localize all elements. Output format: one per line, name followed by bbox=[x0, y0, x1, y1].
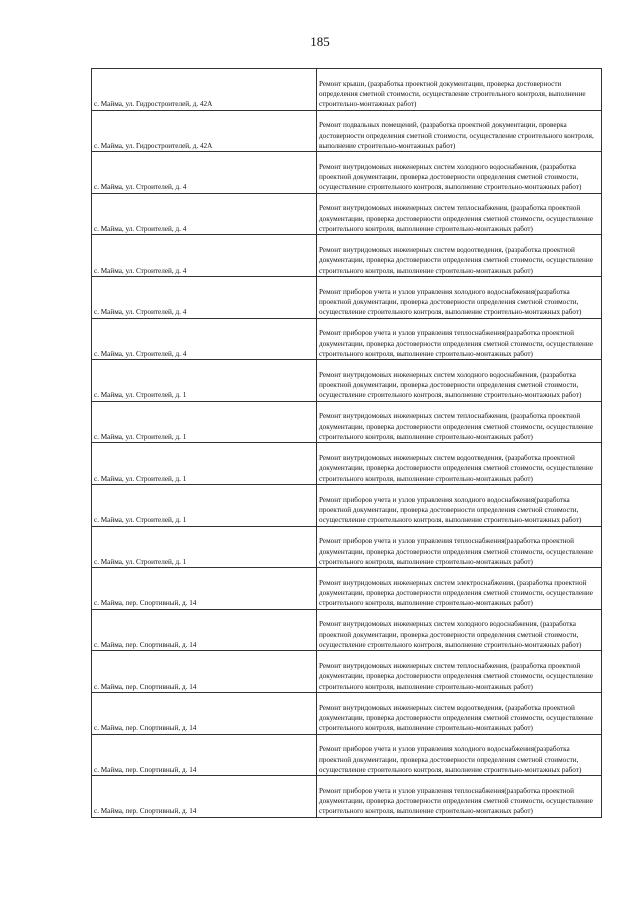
work-description-cell: Ремонт приборов учета и узлов управления теплоснабжения(разработка проектной документации, проверка достоверности определения сметной стоимости, осуществление строительного контроля, выполнение строительно-монтажных работ) bbox=[317, 776, 602, 818]
table-row bbox=[92, 651, 602, 693]
work-description-cell: Ремонт внутридомовых инженерных систем теплоснабжения, (разработка проектной документации, проверка достоверности определения сметной стоимости, осуществление строительного контроля, выполнение строительно-монтажных работ) bbox=[317, 193, 602, 235]
work-description-cell: Ремонт внутридомовых инженерных систем теплоснабжения, (разработка проектной документации, проверка достоверности определения сметной стоимости, осуществление строительного контроля, выполнение строительно-монтажных работ) bbox=[317, 401, 602, 443]
table-row bbox=[92, 734, 602, 776]
table-row bbox=[92, 401, 602, 443]
table-row bbox=[92, 110, 602, 152]
table-row bbox=[92, 609, 602, 651]
address-cell: с. Майма, ул. Строителей, д. 4 bbox=[92, 193, 317, 235]
table-row bbox=[92, 568, 602, 610]
address-cell: с. Майма, пер. Спортивный, д. 14 bbox=[92, 651, 317, 693]
work-description-cell: Ремонт внутридомовых инженерных систем холодного водоснабжения, (разработка проектной документации, проверка достоверности определения сметной стоимости, осуществление строительного контроля, выполнение строительно-монтажных работ) bbox=[317, 152, 602, 194]
table-row bbox=[92, 152, 602, 194]
table-row bbox=[92, 318, 602, 360]
address-cell: с. Майма, ул. Гидростроителей, д. 42А bbox=[92, 69, 317, 111]
table-row bbox=[92, 443, 602, 485]
address-cell: с. Майма, ул. Строителей, д. 4 bbox=[92, 152, 317, 194]
work-description-cell: Ремонт внутридомовых инженерных систем водоотведения, (разработка проектной документации, проверка достоверности определения сметной стоимости, осуществление строительного контроля, выполнение строительно-монтажных работ) bbox=[317, 443, 602, 485]
address-cell: с. Майма, пер. Спортивный, д. 14 bbox=[92, 609, 317, 651]
address-cell: с. Майма, ул. Строителей, д. 4 bbox=[92, 276, 317, 318]
work-description-cell: Ремонт приборов учета и узлов управления теплоснабжения(разработка проектной документации, проверка достоверности определения сметной стоимости, осуществление строительного контроля, выполнение строительно-монтажных работ) bbox=[317, 526, 602, 568]
works-table-body bbox=[92, 69, 602, 818]
address-cell: с. Майма, ул. Строителей, д. 1 bbox=[92, 443, 317, 485]
address-cell: с. Майма, пер. Спортивный, д. 14 bbox=[92, 776, 317, 818]
work-description-cell: Ремонт внутридомовых инженерных систем теплоснабжения, (разработка проектной документации, проверка достоверности определения сметной стоимости, осуществление строительного контроля, выполнение строительно-монтажных работ) bbox=[317, 651, 602, 693]
table-row bbox=[92, 193, 602, 235]
address-cell: с. Майма, ул. Строителей, д. 1 bbox=[92, 401, 317, 443]
address-cell: с. Майма, ул. Строителей, д. 4 bbox=[92, 318, 317, 360]
table-row bbox=[92, 526, 602, 568]
work-description-cell: Ремонт приборов учета и узлов управления холодного водоснабжения(разработка проектной документации, проверка достоверности определения сметной стоимости, осуществление строительного контроля, выполнение строительно-монтажных работ) bbox=[317, 276, 602, 318]
table-row bbox=[92, 484, 602, 526]
work-description-cell: Ремонт внутридомовых инженерных систем водоотведения, (разработка проектной документации, проверка достоверности определения сметной стоимости, осуществление строительного контроля, выполнение строительно-монтажных работ) bbox=[317, 235, 602, 277]
work-description-cell: Ремонт внутридомовых инженерных систем холодного водоснабжения, (разработка проектной документации, проверка достоверности определения сметной стоимости, осуществление строительного контроля, выполнение строительно-монтажных работ) bbox=[317, 609, 602, 651]
address-cell: с. Майма, пер. Спортивный, д. 14 bbox=[92, 692, 317, 734]
work-description-cell: Ремонт внутридомовых инженерных систем холодного водоснабжения, (разработка проектной документации, проверка достоверности определения сметной стоимости, осуществление строительного контроля, выполнение строительно-монтажных работ) bbox=[317, 360, 602, 402]
address-cell: с. Майма, ул. Строителей, д. 4 bbox=[92, 235, 317, 277]
table-row bbox=[92, 235, 602, 277]
work-description-cell: Ремонт внутридомовых инженерных систем электроснабжения, (разработка проектной документации, проверка достоверности определения сметной стоимости, осуществление строительного контроля, выполнение строительно-монтажных работ) bbox=[317, 568, 602, 610]
work-description-cell: Ремонт внутридомовых инженерных систем водоотведения, (разработка проектной документации, проверка достоверности определения сметной стоимости, осуществление строительного контроля, выполнение строительно-монтажных работ) bbox=[317, 692, 602, 734]
table-row bbox=[92, 69, 602, 111]
address-cell: с. Майма, ул. Гидростроителей, д. 42А bbox=[92, 110, 317, 152]
table-row bbox=[92, 276, 602, 318]
work-description-cell: Ремонт крыши, (разработка проектной документации, проверка достоверности определения сметной стоимости, осуществление строительного контроля, выполнение строительно-монтажных работ) bbox=[317, 69, 602, 111]
address-cell: с. Майма, ул. Строителей, д. 1 bbox=[92, 360, 317, 402]
address-cell: с. Майма, ул. Строителей, д. 1 bbox=[92, 484, 317, 526]
work-description-cell: Ремонт приборов учета и узлов управления теплоснабжения(разработка проектной документации, проверка достоверности определения сметной стоимости, осуществление строительного контроля, выполнение строительно-монтажных работ) bbox=[317, 318, 602, 360]
address-cell: с. Майма, пер. Спортивный, д. 14 bbox=[92, 734, 317, 776]
works-table bbox=[91, 68, 602, 818]
work-description-cell: Ремонт приборов учета и узлов управления холодного водоснабжения(разработка проектной документации, проверка достоверности определения сметной стоимости, осуществление строительного контроля, выполнение строительно-монтажных работ) bbox=[317, 734, 602, 776]
work-description-cell: Ремонт подвальных помещений, (разработка проектной документации, проверка достоверности определения сметной стоимости, осуществление строительного контроля, выполнение строительно-монтажных работ) bbox=[317, 110, 602, 152]
table-row bbox=[92, 692, 602, 734]
work-description-cell: Ремонт приборов учета и узлов управления холодного водоснабжения(разработка проектной документации, проверка достоверности определения сметной стоимости, осуществление строительного контроля, выполнение строительно-монтажных работ) bbox=[317, 484, 602, 526]
table-row bbox=[92, 776, 602, 818]
address-cell: с. Майма, ул. Строителей, д. 1 bbox=[92, 526, 317, 568]
address-cell: с. Майма, пер. Спортивный, д. 14 bbox=[92, 568, 317, 610]
page-number: 185 bbox=[310, 34, 330, 49]
table-row bbox=[92, 360, 602, 402]
